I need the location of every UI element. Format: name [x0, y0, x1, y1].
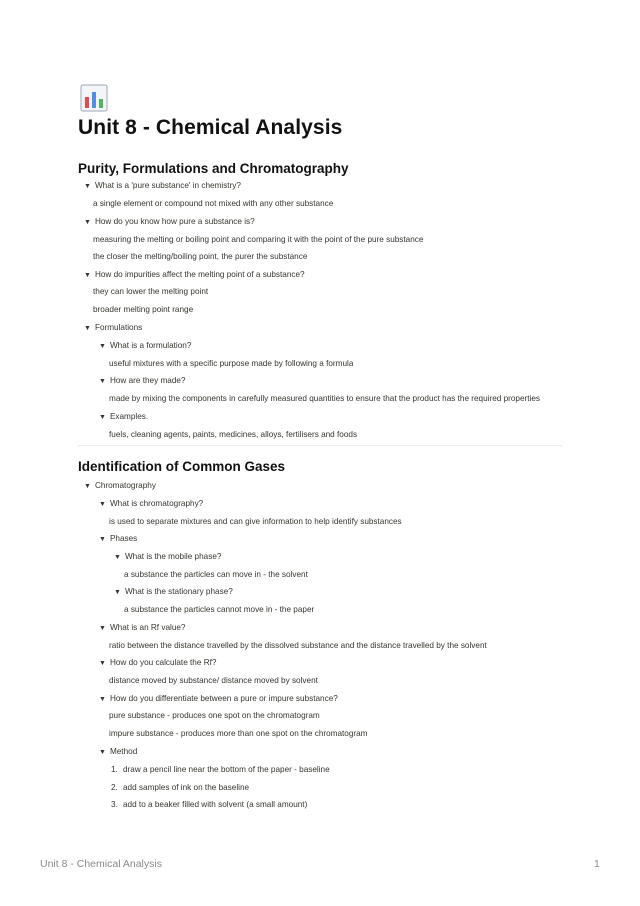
item-number: 3.: [111, 800, 118, 809]
toggle-chromatography[interactable]: [84, 480, 156, 493]
answer-text: the closer the melting/boiling point, the purer the substance: [93, 252, 308, 261]
answer-text: made by mixing the components in carefully measured quantities to ensure that the product has the required properties: [109, 394, 540, 403]
toggle-method[interactable]: [99, 746, 137, 759]
numbered-item: [111, 799, 307, 811]
answer-text: impure substance - produces more than one spot on the chromatogram: [109, 729, 368, 738]
bar-chart-icon: [80, 84, 108, 112]
toggle-label: Phases: [109, 534, 138, 543]
item-number: 1.: [111, 765, 118, 774]
item-text: add samples of ink on the baseline: [123, 783, 250, 792]
toggle-calculate-rf[interactable]: [99, 657, 216, 670]
answer-text: fuels, cleaning agents, paints, medicines, alloys, fertilisers and foods: [109, 430, 358, 439]
toggle-triangle-icon[interactable]: ▼: [99, 414, 106, 421]
toggle-triangle-icon[interactable]: ▼: [114, 554, 121, 561]
toggle-triangle-icon[interactable]: ▼: [99, 501, 106, 508]
answer-text: distance moved by substance/ distance moved by solvent: [109, 676, 318, 685]
toggle-label: What is the stationary phase?: [124, 587, 233, 596]
toggle-triangle-icon[interactable]: ▼: [84, 325, 91, 332]
answer-text: pure substance - produces one spot on the chromatogram: [109, 711, 320, 720]
toggle-triangle-icon[interactable]: ▼: [99, 343, 106, 350]
answer-text: useful mixtures with a specific purpose made by following a formula: [109, 359, 354, 368]
answer-text: a substance the particles cannot move in - the paper: [124, 605, 315, 614]
toggle-what-is-formulation[interactable]: [99, 340, 191, 353]
toggle-triangle-icon[interactable]: ▼: [99, 625, 106, 632]
toggle-formulations[interactable]: [84, 322, 142, 335]
toggle-label: What is a 'pure substance' in chemistry?: [94, 181, 241, 190]
toggle-phases[interactable]: [99, 533, 137, 546]
toggle-label: How are they made?: [109, 376, 186, 385]
toggle-label: Examples.: [109, 412, 149, 421]
answer-text: ratio between the distance travelled by the dissolved substance and the distance travelled by the solvent: [109, 641, 487, 650]
numbered-item: [111, 782, 249, 794]
toggle-triangle-icon[interactable]: ▼: [99, 749, 106, 756]
answer-text: a single element or compound not mixed with any other substance: [93, 199, 334, 208]
item-text: add to a beaker filled with solvent (a small amount): [123, 800, 308, 809]
toggle-label: What is the mobile phase?: [124, 552, 222, 561]
section-heading-gases: Identification of Common Gases: [78, 459, 286, 474]
answer-text: measuring the melting or boiling point and comparing it with the point of the pure substance: [93, 235, 424, 244]
toggle-stationary-phase[interactable]: [114, 586, 233, 599]
page-number: 1: [594, 858, 600, 870]
toggle-triangle-icon[interactable]: ▼: [84, 272, 91, 279]
toggle-triangle-icon[interactable]: ▼: [114, 589, 121, 596]
item-text: draw a pencil line near the bottom of the paper - baseline: [123, 765, 330, 774]
section-divider: [78, 445, 562, 446]
toggle-pure-impure[interactable]: [99, 693, 338, 706]
section-heading-purity: Purity, Formulations and Chromatography: [78, 161, 349, 176]
toggle-label: Chromatography: [94, 481, 156, 490]
toggle-triangle-icon[interactable]: ▼: [84, 219, 91, 226]
toggle-label: What is an Rf value?: [109, 623, 186, 632]
answer-text: broader melting point range: [93, 305, 194, 314]
toggle-triangle-icon[interactable]: ▼: [99, 536, 106, 543]
answer-text: a substance the particles can move in - the solvent: [124, 570, 308, 579]
numbered-item: [111, 764, 330, 776]
toggle-triangle-icon[interactable]: ▼: [84, 183, 91, 190]
toggle-mobile-phase[interactable]: [114, 551, 221, 564]
toggle-triangle-icon[interactable]: ▼: [99, 378, 106, 385]
toggle-how-made[interactable]: [99, 375, 185, 388]
toggle-label: How do you differentiate between a pure or impure substance?: [109, 694, 338, 703]
toggle-label: How do you calculate the Rf?: [109, 658, 217, 667]
item-number: 2.: [111, 783, 118, 792]
toggle-label: How do impurities affect the melting point of a substance?: [94, 270, 305, 279]
toggle-triangle-icon[interactable]: ▼: [99, 696, 106, 703]
toggle-rf-value[interactable]: [99, 622, 185, 635]
page-title: Unit 8 - Chemical Analysis: [78, 116, 343, 139]
toggle-triangle-icon[interactable]: ▼: [84, 483, 91, 490]
toggle-label: Method: [109, 747, 138, 756]
toggle-label: How do you know how pure a substance is?: [94, 217, 255, 226]
toggle-impurities[interactable]: [84, 269, 305, 282]
toggle-triangle-icon[interactable]: ▼: [99, 660, 106, 667]
toggle-what-is-chromatography[interactable]: [99, 498, 203, 511]
toggle-label: Formulations: [94, 323, 143, 332]
answer-text: is used to separate mixtures and can give information to help identify substances: [109, 517, 402, 526]
toggle-how-pure[interactable]: [84, 216, 255, 229]
toggle-label: What is chromatography?: [109, 499, 204, 508]
toggle-examples[interactable]: [99, 411, 148, 424]
toggle-pure-substance[interactable]: [84, 180, 241, 193]
footer-title: Unit 8 - Chemical Analysis: [40, 858, 162, 870]
toggle-label: What is a formulation?: [109, 341, 192, 350]
answer-text: they can lower the melting point: [93, 287, 209, 296]
